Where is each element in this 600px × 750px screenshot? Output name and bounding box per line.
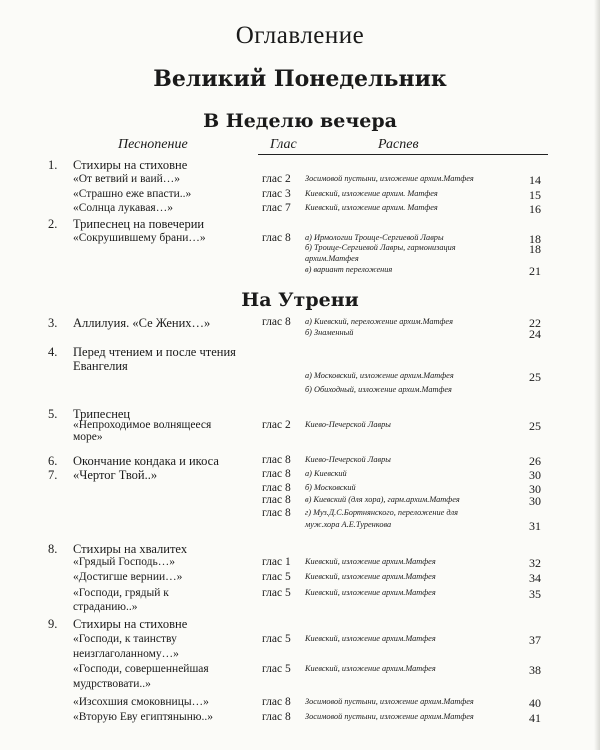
- entry-hymn: «Солнца лукавая…»: [73, 202, 173, 214]
- entry-number: 7.: [48, 468, 58, 482]
- entry-chant: Киевский, изложение архим.Матфея: [305, 557, 436, 566]
- entry-chant: Киевский, изложение архим.Матфея: [305, 588, 436, 597]
- entry-glas: глас 8: [262, 482, 291, 494]
- entry-hymn: море»: [73, 431, 103, 443]
- section-heading-sunday-evening: В Неделю вечера: [203, 110, 397, 132]
- entry-chant: в) Киевский (для хора), гарм.архим.Матфея: [305, 495, 460, 504]
- entry-chant: Зосимовой пустыни, изложение архим.Матфея: [305, 712, 474, 721]
- section-heading-matins: На Утрени: [241, 289, 359, 311]
- entry-chant: б) Обиходный, изложение архим.Матфея: [305, 385, 452, 394]
- entry-hymn: «Непроходимое волнящееся: [73, 419, 212, 431]
- entry-chant: Киевский, изложение архим.Матфея: [305, 572, 436, 581]
- entry-page-number: 18: [529, 232, 541, 246]
- entry-glas: глас 7: [262, 202, 291, 214]
- entry-chant: Киевский, изложение архим.Матфея: [305, 634, 436, 643]
- entry-page-number: 38: [529, 663, 541, 677]
- entry-page-number: 32: [529, 556, 541, 570]
- entry-page-number: 41: [529, 711, 541, 725]
- entry-glas: глас 8: [262, 711, 291, 723]
- entry-hymn: «Господи, к таинству: [73, 633, 177, 645]
- entry-chant: муж.хора А.Е.Туренкова: [305, 520, 392, 529]
- entry-number: 4.: [48, 345, 58, 359]
- entry-page-number: 21: [529, 264, 541, 278]
- entry-chant: Зосимовой пустыни, изложение архим.Матфея: [305, 697, 474, 706]
- section-heading-great-monday: Великий Понедельник: [153, 66, 447, 92]
- column-header-raspev: Распев: [378, 137, 419, 152]
- entry-glas: глас 2: [262, 419, 291, 431]
- entry-hymn: «Господи, грядый к: [73, 587, 169, 599]
- entry-glas: глас 2: [262, 173, 291, 185]
- entry-glas: глас 8: [262, 468, 291, 480]
- entry-glas: глас 5: [262, 633, 291, 645]
- entry-page-number: 30: [529, 494, 541, 508]
- entry-page-number: 25: [529, 419, 541, 433]
- entry-page-number: 35: [529, 587, 541, 601]
- entry-title: Евангелия: [73, 359, 128, 373]
- entry-number: 1.: [48, 158, 58, 172]
- entry-number: 9.: [48, 617, 58, 631]
- entry-chant: а) Киевский: [305, 469, 347, 478]
- entry-glas: глас 5: [262, 587, 291, 599]
- entry-glas: глас 1: [262, 556, 291, 568]
- entry-hymn: «Вторую Еву египтяныню..»: [73, 711, 213, 723]
- entry-page-number: 25: [529, 370, 541, 384]
- entry-chant: а) Киевский, переложение архим.Матфея: [305, 317, 453, 326]
- entry-page-number: 37: [529, 633, 541, 647]
- entry-number: 3.: [48, 316, 58, 330]
- entry-number: 8.: [48, 542, 58, 556]
- entry-title: «Чертог Твой..»: [73, 468, 158, 482]
- entry-hymn: «Сокрушившему брани…»: [73, 232, 206, 244]
- entry-glas: глас 5: [262, 571, 291, 583]
- entry-chant: Киевский, изложение архим. Матфея: [305, 203, 438, 212]
- entry-title: Трипеснец на повечерии: [73, 217, 205, 231]
- entry-glas: глас 8: [262, 494, 291, 506]
- entry-hymn: мудрствовати..»: [73, 678, 151, 690]
- entry-page-number: 24: [529, 327, 541, 341]
- entry-page-number: 15: [529, 188, 541, 202]
- entry-hymn: «Господи, совершеннейшая: [73, 663, 209, 675]
- entry-hymn: неизглаголанному…»: [73, 648, 179, 660]
- entry-title: Аллилуия. «Се Жених…»: [73, 316, 211, 330]
- entry-chant: в) вариант переложения: [305, 265, 393, 274]
- entry-chant: Киевский, изложение архим.Матфея: [305, 664, 436, 673]
- entry-number: 6.: [48, 454, 58, 468]
- entry-glas: глас 5: [262, 663, 291, 675]
- entry-title: Стихиры на стиховне: [73, 158, 188, 172]
- entry-number: 5.: [48, 407, 58, 421]
- entry-page-number: 14: [529, 173, 541, 187]
- entry-glas: глас 8: [262, 696, 291, 708]
- entry-title: Трипеснец: [73, 407, 131, 421]
- entry-chant: Киево-Печерской Лавры: [305, 455, 391, 464]
- column-header-glas: Глас: [270, 137, 297, 152]
- column-header-chant: Песнопение: [118, 137, 188, 152]
- entry-page-number: 30: [529, 482, 541, 496]
- entry-hymn: «Изсохшия смоковницы…»: [73, 696, 209, 708]
- entry-glas: глас 8: [262, 232, 291, 244]
- entry-glas: глас 8: [262, 454, 291, 466]
- entry-title: Стихиры на хвалитех: [73, 542, 188, 556]
- page-edge-shadow: [594, 0, 600, 750]
- entry-hymn: «Грядый Господь…»: [73, 556, 176, 568]
- entry-page-number: 34: [529, 571, 541, 585]
- entry-chant: Киево-Печерской Лавры: [305, 420, 391, 429]
- entry-hymn: «От ветвий и ваий…»: [73, 173, 181, 185]
- entry-page-number: 30: [529, 468, 541, 482]
- entry-number: 2.: [48, 217, 58, 231]
- entry-chant: г) Муз.Д.С.Бортнянского, переложение для: [305, 508, 459, 517]
- entry-chant: Зосимовой пустыни, изложение архим.Матфея: [305, 174, 474, 183]
- entry-page-number: 40: [529, 696, 541, 710]
- entry-page-number: 16: [529, 202, 541, 216]
- entry-chant: а) Ирмологии Троице-Сергиевой Лавры: [305, 233, 444, 242]
- page-title: Оглавление: [235, 22, 365, 49]
- entry-hymn: «Достигше вернии…»: [73, 571, 183, 583]
- entry-page-number: 26: [529, 454, 541, 468]
- entry-glas: глас 8: [262, 507, 291, 519]
- entry-page-number: 18: [529, 242, 541, 256]
- entry-page-number: 22: [529, 316, 541, 330]
- entry-chant: б) Знаменный: [305, 328, 354, 337]
- entry-hymn: страданию..»: [73, 601, 138, 613]
- entry-chant: б) Троице-Сергиевой Лавры, гармонизация: [305, 243, 456, 252]
- entry-chant: а) Московский, изложение архим.Матфея: [305, 371, 454, 380]
- entry-glas: глас 8: [262, 316, 291, 328]
- entry-title: Окончание кондака и икоса: [73, 454, 219, 468]
- entry-title: Перед чтением и после чтения: [73, 345, 236, 359]
- entry-title: Стихиры на стиховне: [73, 617, 188, 631]
- entry-chant: б) Московский: [305, 483, 356, 492]
- entry-chant: архим.Матфея: [305, 254, 359, 263]
- entry-hymn: «Страшно еже впасти..»: [73, 188, 192, 200]
- header-divider: [258, 154, 548, 155]
- entry-chant: Киевский, изложение архим. Матфея: [305, 189, 438, 198]
- entry-glas: глас 3: [262, 188, 291, 200]
- entry-page-number: 31: [529, 519, 541, 533]
